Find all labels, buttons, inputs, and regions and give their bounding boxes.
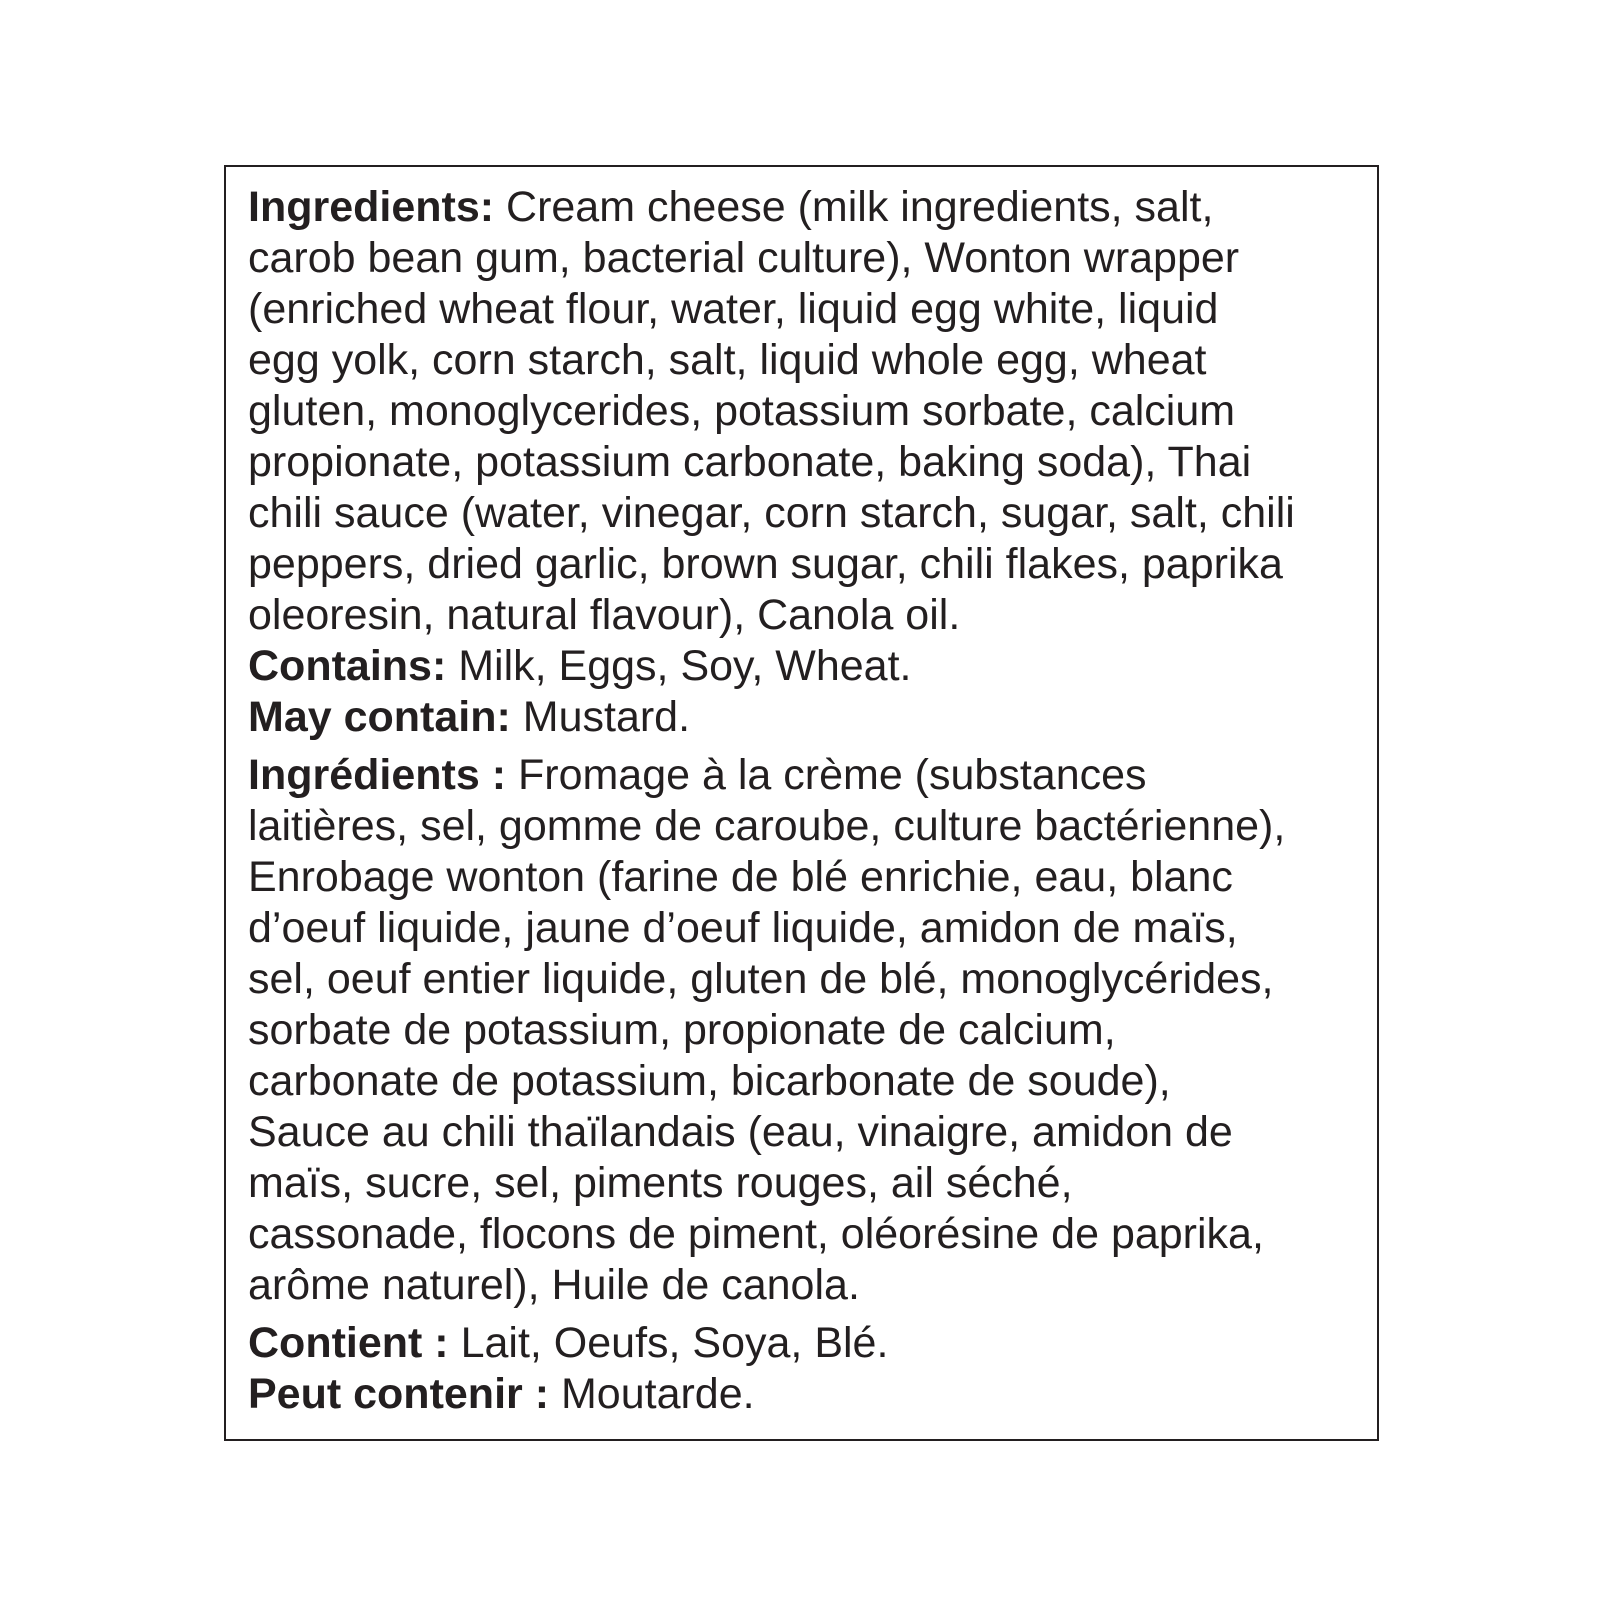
- en-ingredients-line-3: (enriched wheat flour, water, liquid egg white, liquid: [248, 285, 1219, 333]
- en-ingredients-line-7: chili sauce (water, vinegar, corn starch, sugar, salt, chili: [248, 489, 1295, 537]
- en-may-contain-heading: May contain:: [248, 693, 511, 741]
- en-ingredients-line-8: peppers, dried garlic, brown sugar, chili flakes, paprika: [248, 540, 1283, 588]
- fr-ingredients-line-6: sorbate de potassium, propionate de calcium,: [248, 1006, 1116, 1054]
- en-ingredients-line-9: oleoresin, natural flavour), Canola oil.: [248, 591, 961, 639]
- fr-ingredients-heading: Ingrédients :: [248, 751, 507, 799]
- fr-ingredients-line-8: Sauce au chili thaïlandais (eau, vinaigre, amidon de: [248, 1108, 1233, 1156]
- en-contains-text: Milk, Eggs, Soy, Wheat.: [446, 642, 912, 690]
- en-contains-heading: Contains:: [248, 642, 447, 690]
- en-ingredients-line-1: [248, 181, 1213, 233]
- en-ingredients-line-5: gluten, monoglycerides, potassium sorbate, calcium: [248, 387, 1236, 435]
- fr-ingredients-line-11: arôme naturel), Huile de canola.: [248, 1261, 860, 1309]
- en-ingredients-text: Cream cheese (milk ingredients, salt,: [494, 183, 1214, 231]
- fr-ingredients-text: Fromage à la crème (substances: [506, 751, 1147, 799]
- fr-may-contain-text: Moutarde.: [549, 1370, 755, 1418]
- fr-contains-line: [248, 1317, 888, 1369]
- fr-ingredients-line-7: carbonate de potassium, bicarbonate de soude),: [248, 1057, 1171, 1105]
- fr-ingredients-line-1: [248, 749, 1147, 801]
- fr-ingredients-line-5: sel, oeuf entier liquide, gluten de blé, monoglycérides,: [248, 955, 1274, 1003]
- en-ingredients-heading: Ingredients:: [248, 183, 495, 231]
- en-ingredients-line-4: egg yolk, corn starch, salt, liquid whole egg, wheat: [248, 336, 1207, 384]
- en-may-contain-line: [248, 691, 690, 743]
- fr-ingredients-line-2: laitières, sel, gomme de caroube, culture bactérienne),: [248, 802, 1286, 850]
- en-ingredients-line-2: carob bean gum, bacterial culture), Wonton wrapper: [248, 234, 1240, 282]
- fr-contains-text: Lait, Oeufs, Soya, Blé.: [448, 1319, 889, 1367]
- fr-contains-heading: Contient :: [248, 1319, 449, 1367]
- ingredients-label-panel: [224, 165, 1379, 1441]
- fr-ingredients-line-4: d’oeuf liquide, jaune d’oeuf liquide, amidon de maïs,: [248, 904, 1238, 952]
- en-ingredients-line-6: propionate, potassium carbonate, baking soda), Thai: [248, 438, 1252, 486]
- en-may-contain-text: Mustard.: [510, 693, 691, 741]
- fr-may-contain-line: [248, 1368, 755, 1420]
- fr-ingredients-line-3: Enrobage wonton (farine de blé enrichie, eau, blanc: [248, 853, 1233, 901]
- fr-ingredients-line-10: cassonade, flocons de piment, oléorésine de paprika,: [248, 1210, 1264, 1258]
- fr-ingredients-line-9: maïs, sucre, sel, piments rouges, ail séché,: [248, 1159, 1073, 1207]
- en-contains-line: [248, 640, 911, 692]
- fr-may-contain-heading: Peut contenir :: [248, 1370, 550, 1418]
